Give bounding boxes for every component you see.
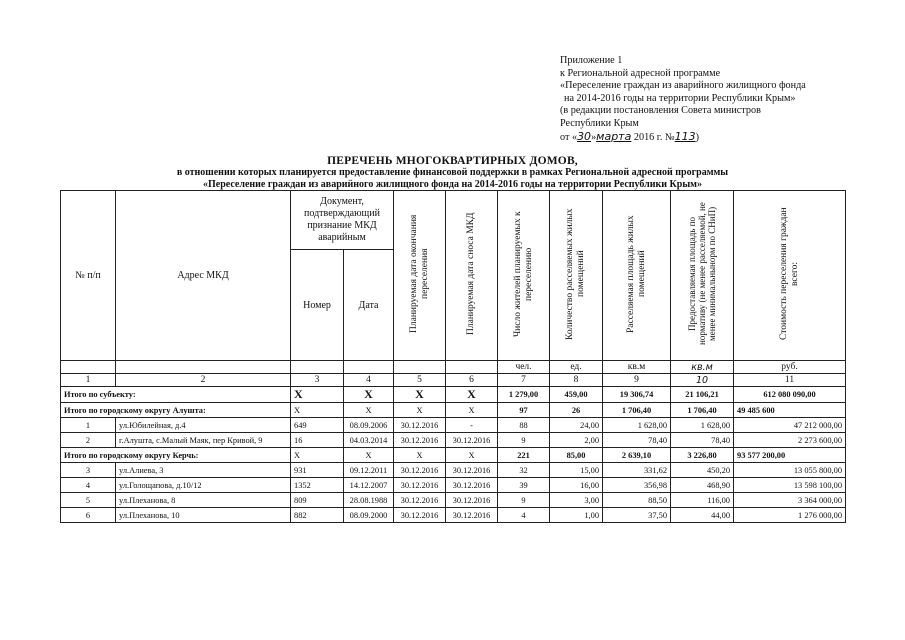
cell: 44,00: [671, 508, 734, 523]
cell: 30.12.2016: [446, 478, 498, 493]
cell: 30.12.2016: [394, 508, 446, 523]
cell: 30.12.2016: [446, 493, 498, 508]
cell: 3,00: [550, 493, 603, 508]
cell: 1352: [291, 478, 344, 493]
table-row: [61, 463, 846, 478]
cell: 47 212 000,00: [734, 418, 846, 433]
cell: 809: [291, 493, 344, 508]
cell: 39: [498, 478, 550, 493]
cell: 1: [61, 418, 116, 433]
cell: 16,00: [550, 478, 603, 493]
appendix-line: на 2014-2016 годы на территории Республики Крым»: [564, 92, 796, 104]
cell: 4: [498, 508, 550, 523]
cell: 2 273 600,00: [734, 433, 846, 448]
row-label: Итого по городскому округу Керчь:: [61, 448, 291, 463]
title-line-2: в отношении которых планируется предоставление финансовой поддержки в рамках Региональной адресной программы: [176, 167, 729, 178]
document-title: [60, 155, 845, 191]
col-number: 5: [394, 374, 446, 387]
cell: ул.Плеханова, 10: [116, 508, 291, 523]
col-number: 9: [603, 374, 671, 387]
date-close: ): [695, 131, 700, 143]
cell: 116,00: [671, 493, 734, 508]
header-residents: Число жителей планируемых к переселению: [498, 191, 550, 361]
header-demolition: Планируемая дата сноса МКД: [446, 191, 498, 361]
cell: 88: [498, 418, 550, 433]
table-row: [61, 433, 846, 448]
appendix-date-line: [560, 131, 860, 145]
cell: 49 485 600: [734, 403, 846, 418]
cell: 08.09.2006: [344, 418, 394, 433]
col-number: 3: [291, 374, 344, 387]
col-number: 7: [498, 374, 550, 387]
appendix-line: Республики Крым: [560, 117, 639, 129]
cell: 2,00: [550, 433, 603, 448]
cell: 30.12.2016: [394, 433, 446, 448]
cell: г.Алушта, с.Малый Маяк, пер Кривой, 9: [116, 433, 291, 448]
cell: 30.12.2016: [446, 508, 498, 523]
cell: 15,00: [550, 463, 603, 478]
cell: 13 598 100,00: [734, 478, 846, 493]
cell: 30.12.2016: [446, 463, 498, 478]
title-line-3: «Переселение граждан из аварийного жилищного фонда на 2014-2016 годы на территории Республики Крым»: [203, 179, 702, 190]
cell: 882: [291, 508, 344, 523]
row-label: Итого по городскому округу Алушта:: [61, 403, 291, 418]
cell: 356,98: [603, 478, 671, 493]
cell: 21 106,21: [671, 387, 734, 403]
cell: 1 628,00: [671, 418, 734, 433]
cell: 3 364 000,00: [734, 493, 846, 508]
table-row: [61, 493, 846, 508]
header-doc-number: Номер: [291, 250, 344, 361]
cell: 3: [61, 463, 116, 478]
cell: 85,00: [550, 448, 603, 463]
cell: 37,50: [603, 508, 671, 523]
cell: 78,40: [603, 433, 671, 448]
cell: 1 279,00: [498, 387, 550, 403]
cell: 32: [498, 463, 550, 478]
unit-cell: кв.м: [603, 361, 671, 374]
table-row: [61, 508, 846, 523]
date-prefix: от «: [560, 131, 578, 143]
cell: 16: [291, 433, 344, 448]
cell: 5: [61, 493, 116, 508]
cell: 612 080 090,00: [734, 387, 846, 403]
cell: 459,00: [550, 387, 603, 403]
row-label: Итого по субъекту:: [61, 387, 291, 403]
cell: 1 706,40: [671, 403, 734, 418]
cell: 1 706,40: [603, 403, 671, 418]
header-document: Документ, подтверждающий признание МКД аварийным: [291, 191, 394, 250]
cell: X: [394, 448, 446, 463]
cell: 468,90: [671, 478, 734, 493]
cell: X: [394, 403, 446, 418]
cell: 93 577 200,00: [734, 448, 846, 463]
header-resettle-end: Планируемая дата окончания переселения: [394, 191, 446, 361]
col-number: 4: [344, 374, 394, 387]
unit-cell-handwritten: кв.м: [671, 361, 734, 374]
col-number: 8: [550, 374, 603, 387]
header-provided-area: Предоставляемая площадь по нормативу (не менее расселяемой, не менее минимальнынорм по СНиП): [671, 191, 734, 361]
handwritten-day: 30: [577, 129, 592, 143]
date-year: 2016 г. №: [633, 131, 675, 143]
cell: 9: [498, 433, 550, 448]
col-number: 11: [734, 374, 846, 387]
cell: 30.12.2016: [394, 418, 446, 433]
cell: 30.12.2016: [394, 493, 446, 508]
table-row: [61, 387, 846, 403]
cell: 14.12.2007: [344, 478, 394, 493]
cell: 30.12.2016: [394, 463, 446, 478]
table-row: [61, 478, 846, 493]
cell: 28.08.1988: [344, 493, 394, 508]
cell: 30.12.2016: [446, 433, 498, 448]
cell: ул.Плеханова, 8: [116, 493, 291, 508]
cell: Х: [291, 387, 344, 403]
cell: Х: [344, 387, 394, 403]
cell: X: [344, 448, 394, 463]
table-row: [61, 403, 846, 418]
handwritten-month: марта: [596, 129, 632, 143]
header-num: № п/п: [61, 191, 116, 361]
header-cost: Стоимость переселения граждан всего:: [734, 191, 846, 361]
cell: Х: [446, 387, 498, 403]
handwritten-number: 113: [674, 129, 696, 143]
unit-cell: чел.: [498, 361, 550, 374]
cell: 6: [61, 508, 116, 523]
cell: 331,62: [603, 463, 671, 478]
cell: 1,00: [550, 508, 603, 523]
col-number-handwritten: 10: [671, 374, 734, 387]
header-address: Адрес МКД: [116, 191, 291, 361]
cell: 3 226,80: [671, 448, 734, 463]
cell: 19 306,74: [603, 387, 671, 403]
cell: 649: [291, 418, 344, 433]
appendix-line: к Региональной адресной программе: [560, 67, 721, 79]
unit-cell: руб.: [734, 361, 846, 374]
houses-table: [60, 190, 846, 523]
cell: 78,40: [671, 433, 734, 448]
cell: X: [344, 403, 394, 418]
cell: -: [446, 418, 498, 433]
cell: 09.12.2011: [344, 463, 394, 478]
cell: 13 055 800,00: [734, 463, 846, 478]
cell: 26: [550, 403, 603, 418]
header-area: Расселяемая площадь жилых помещений: [603, 191, 671, 361]
cell: 97: [498, 403, 550, 418]
cell: Х: [394, 387, 446, 403]
appendix-line: «Переселение граждан из аварийного жилищного фонда: [560, 80, 806, 92]
cell: 931: [291, 463, 344, 478]
cell: ул.Алиева, 3: [116, 463, 291, 478]
col-number: 6: [446, 374, 498, 387]
cell: X: [446, 403, 498, 418]
cell: 24,00: [550, 418, 603, 433]
cell: 04.03.2014: [344, 433, 394, 448]
cell: 221: [498, 448, 550, 463]
cell: ул.Юбилейная, д.4: [116, 418, 291, 433]
cell: 450,20: [671, 463, 734, 478]
cell: 1 276 000,00: [734, 508, 846, 523]
appendix-line: Приложение 1: [560, 55, 623, 66]
col-number: 1: [61, 374, 116, 387]
cell: 88,50: [603, 493, 671, 508]
cell: 2: [61, 433, 116, 448]
date-sep: »: [591, 131, 597, 143]
header-rooms-count: Количество расселяемых жилых помещений: [550, 191, 603, 361]
appendix-block: [560, 55, 860, 144]
table-row: [61, 448, 846, 463]
unit-cell: ед.: [550, 361, 603, 374]
cell: 9: [498, 493, 550, 508]
cell: 2 639,10: [603, 448, 671, 463]
cell: X: [291, 448, 344, 463]
cell: X: [291, 403, 344, 418]
cell: 30.12.2016: [394, 478, 446, 493]
header-doc-date: Дата: [344, 250, 394, 361]
cell: 1 628,00: [603, 418, 671, 433]
col-number: 2: [116, 374, 291, 387]
cell: X: [446, 448, 498, 463]
cell: ул.Голощапова, д.10/12: [116, 478, 291, 493]
appendix-line: (в редакции постановления Совета министров: [560, 105, 761, 117]
cell: 4: [61, 478, 116, 493]
title-line-1: ПЕРЕЧЕНЬ МНОГОКВАРТИРНЫХ ДОМОВ,: [327, 155, 578, 167]
table-row: [61, 418, 846, 433]
cell: 08.09.2000: [344, 508, 394, 523]
